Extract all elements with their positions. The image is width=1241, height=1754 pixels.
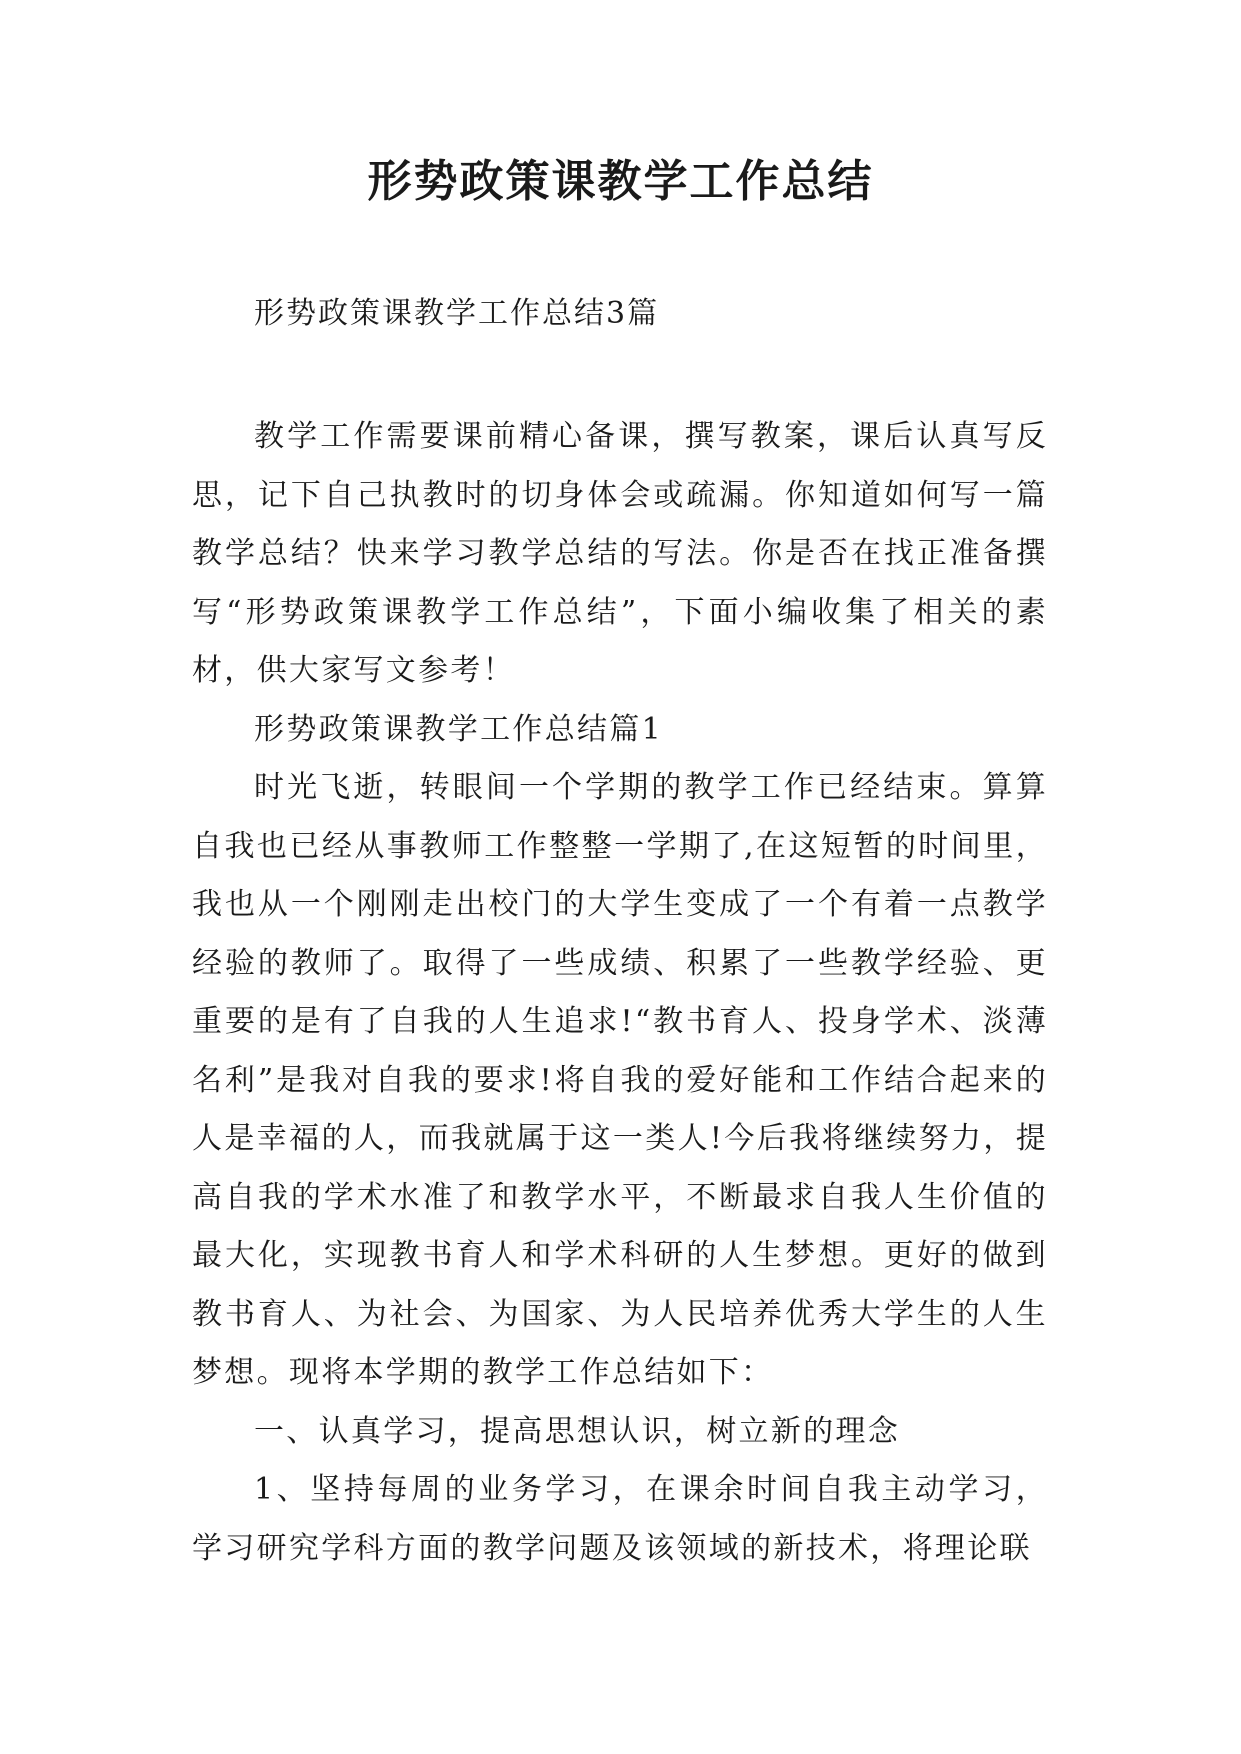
section-heading-part1: 形势政策课教学工作总结篇1 <box>254 711 663 747</box>
body-paragraph: 时光飞逝，转眼间一个学期的教学工作已经结束。算算自我也已经从事教师工作整整一学期了,在这短暂的时间里，我也从一个刚刚走出校门的大学生变成了一个有着一点教学经验的教师了。取得了一些成绩、积累了一些教学经验、更重要的是有了自我的人生追求!“教书育人、投身学术、淡薄名利”是我对自我的要求!将自我的爱好能和工作结合起来的人是幸福的人，而我就属于这一类人!今后我将继续努力，提高自我的学术水准了和教学水平，不断最求自我人生价值的最大化，实现教书育人和学术科研的人生梦想。更好的做到教书育人、为社会、为国家、为人民培养优秀大学生的人生梦想。现将本学期的教学工作总结如下： <box>192 770 1048 1390</box>
document-subtitle: 形势政策课教学工作总结3篇 <box>254 296 660 331</box>
document-body <box>192 408 1048 1578</box>
body-paragraph-item-1: 1、坚持每周的业务学习，在课余时间自我主动学习，学习研究学科方面的教学问题及该领域的新技术，将理论联 <box>192 1472 1048 1566</box>
document-title: 形势政策课教学工作总结 <box>367 156 874 207</box>
intro-paragraph: 教学工作需要课前精心备课，撰写教案，课后认真写反思，记下自己执教时的切身体会或疏漏。你知道如何写一篇教学总结？快来学习教学总结的写法。你是否在找正准备撰写“形势政策课教学工作总结”，下面小编收集了相关的素材，供大家写文参考！ <box>192 419 1048 688</box>
section-heading-1: 一、认真学习，提高思想认识，树立新的理念 <box>254 1413 900 1449</box>
